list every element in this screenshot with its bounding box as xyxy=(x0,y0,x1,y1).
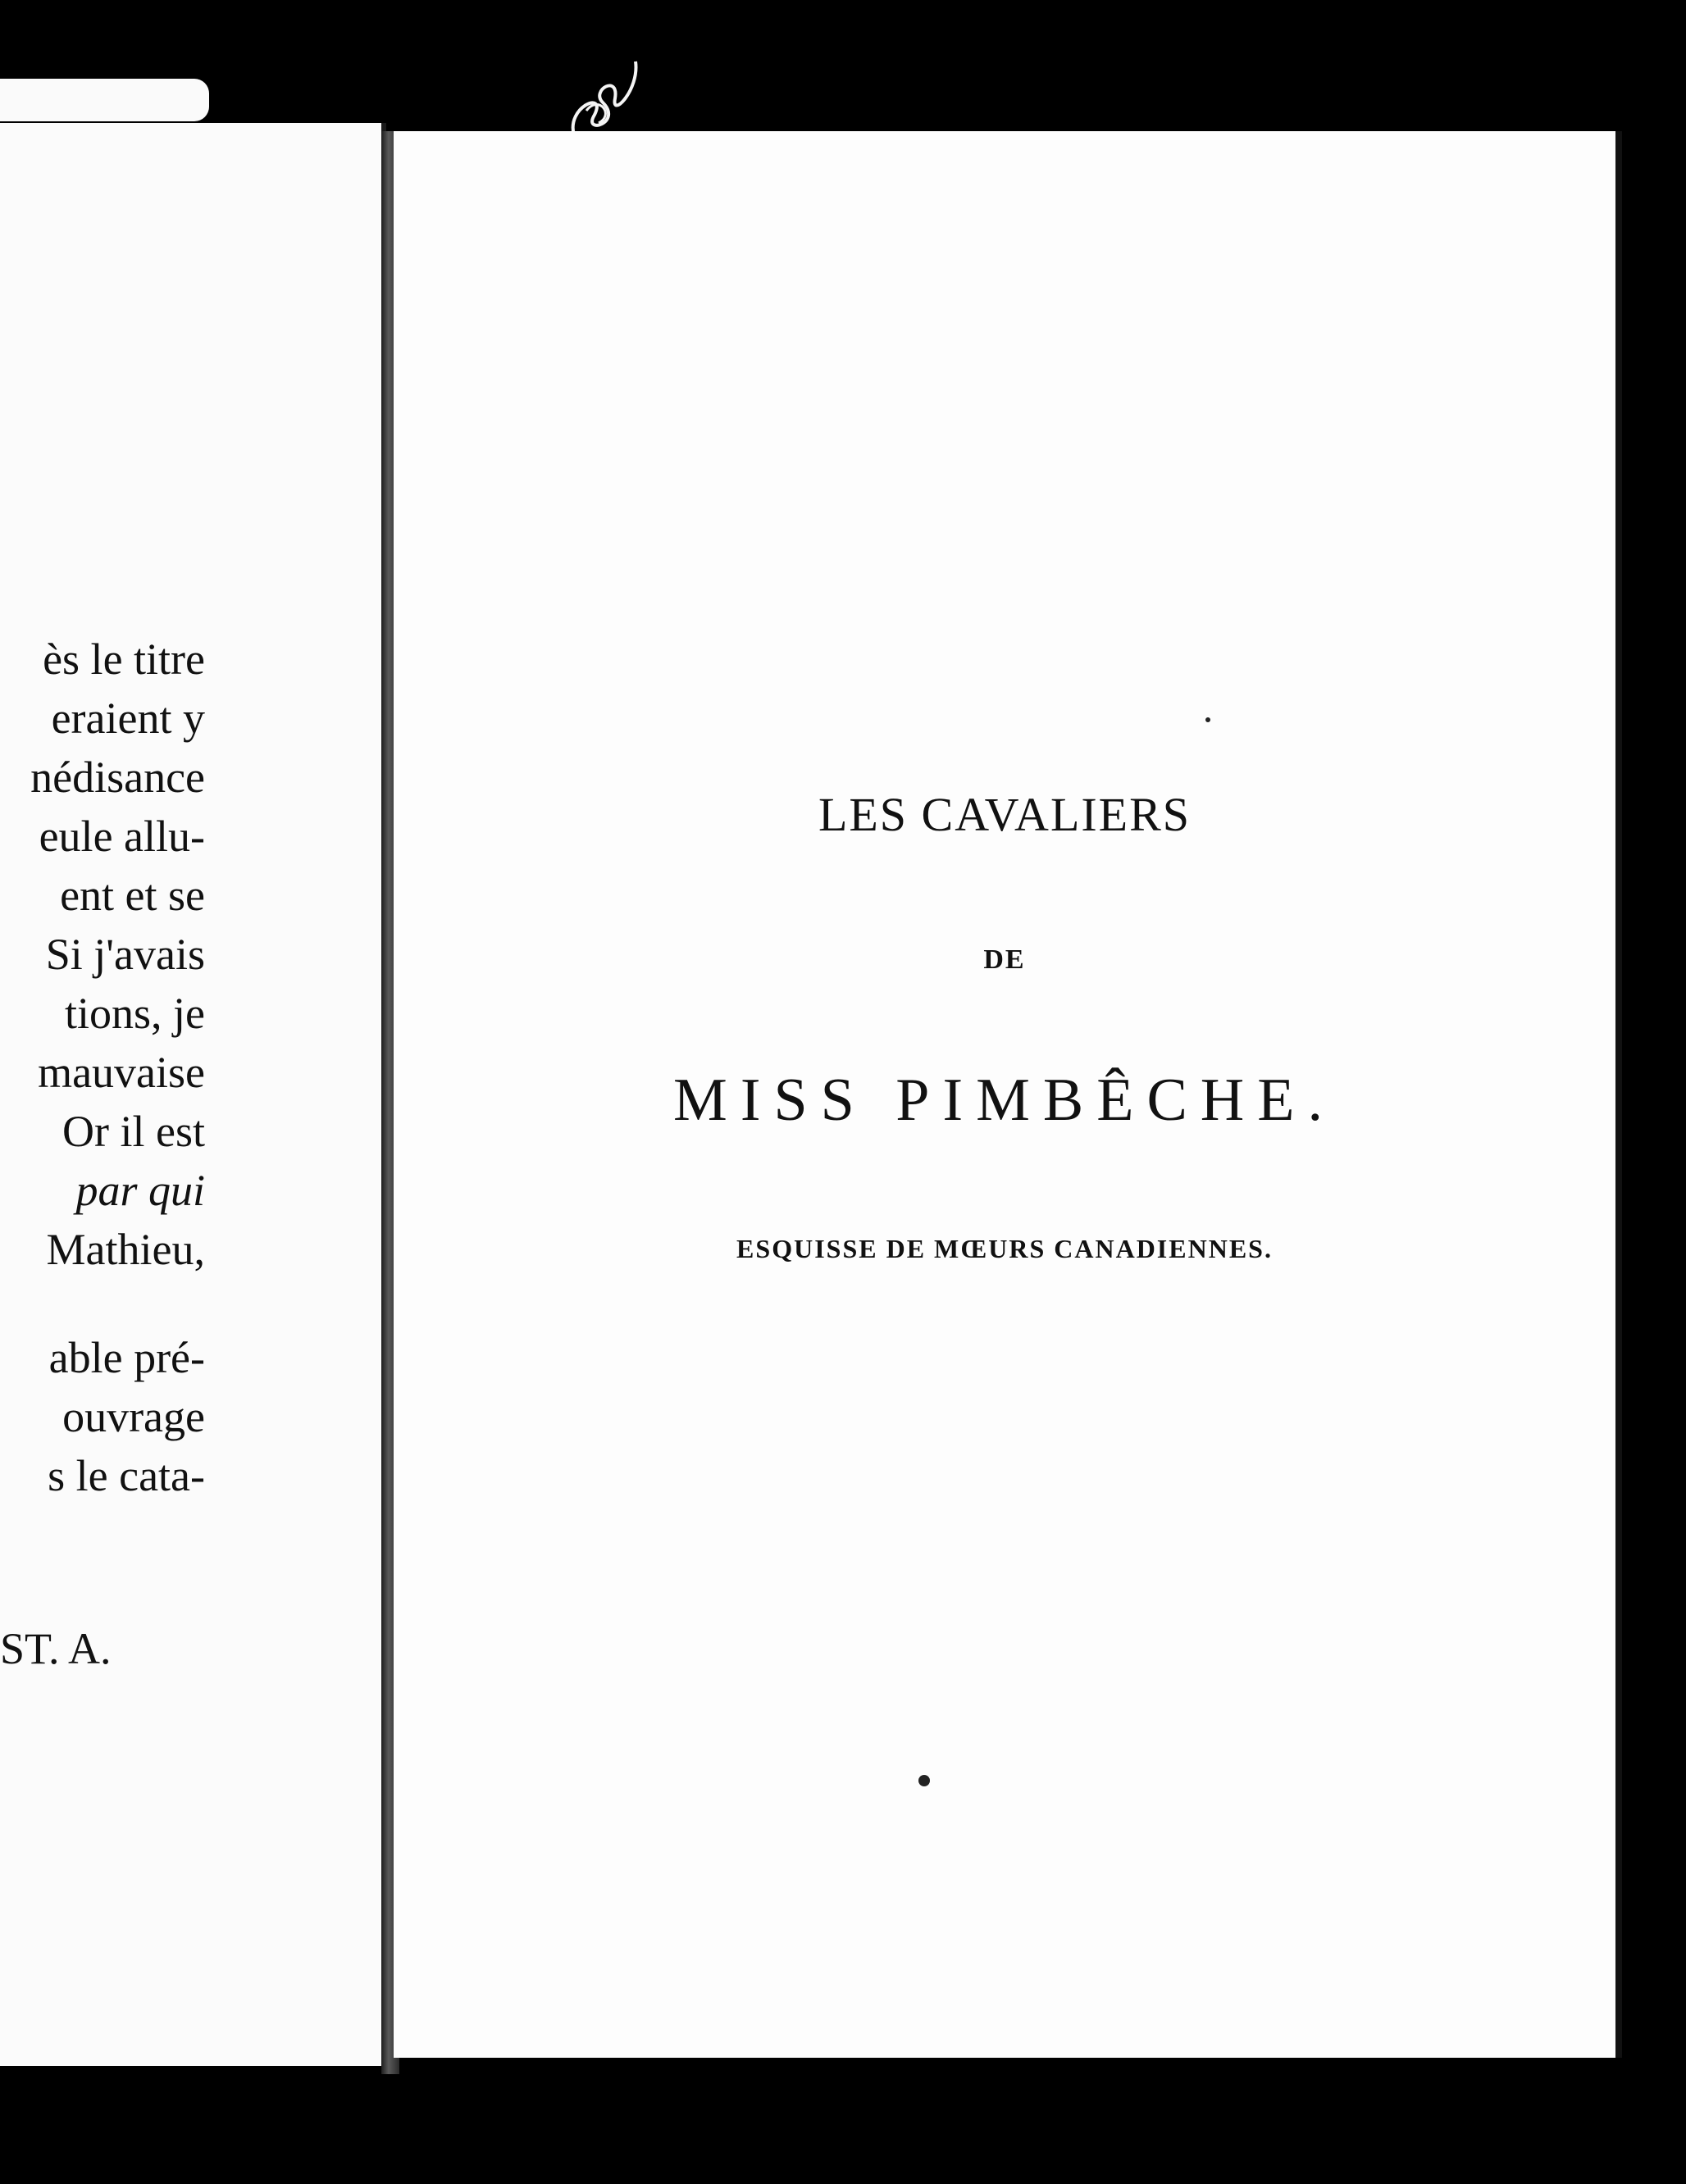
page-edge-tab xyxy=(0,79,209,121)
text-line: ès le titre xyxy=(43,635,205,684)
text-line: Mathieu, xyxy=(46,1225,205,1274)
text-line: Or il est xyxy=(62,1107,205,1156)
title-line-1: LES CAVALIERS xyxy=(818,788,1192,841)
dust-speck xyxy=(918,1775,930,1786)
text-line: ouvrage xyxy=(62,1392,205,1441)
title-line-3: MISS PIMBÊCHE. xyxy=(673,1067,1336,1134)
text-line: eule allu- xyxy=(39,812,205,861)
text-line: tions, je xyxy=(65,989,205,1038)
text-line-italic: par qui xyxy=(75,1166,205,1215)
previous-page-text xyxy=(30,630,205,1505)
text-line: eraient y xyxy=(51,694,205,743)
paragraph-gap xyxy=(30,1279,205,1328)
author-signature: ST. A. xyxy=(0,1624,112,1673)
title-line-2: DE xyxy=(983,944,1026,975)
dust-speck xyxy=(1205,717,1210,722)
text-line: mauvaise xyxy=(38,1048,205,1097)
subtitle: ESQUISSE DE MŒURS CANADIENNES. xyxy=(736,1234,1273,1263)
text-line: Si j'avais xyxy=(45,930,205,979)
text-line: ent et se xyxy=(60,871,205,920)
text-line: nédisance xyxy=(30,753,205,802)
title-page xyxy=(394,131,1622,2058)
text-line: s le cata- xyxy=(48,1451,205,1500)
previous-page xyxy=(0,123,386,2066)
text-line: able pré- xyxy=(48,1333,205,1382)
